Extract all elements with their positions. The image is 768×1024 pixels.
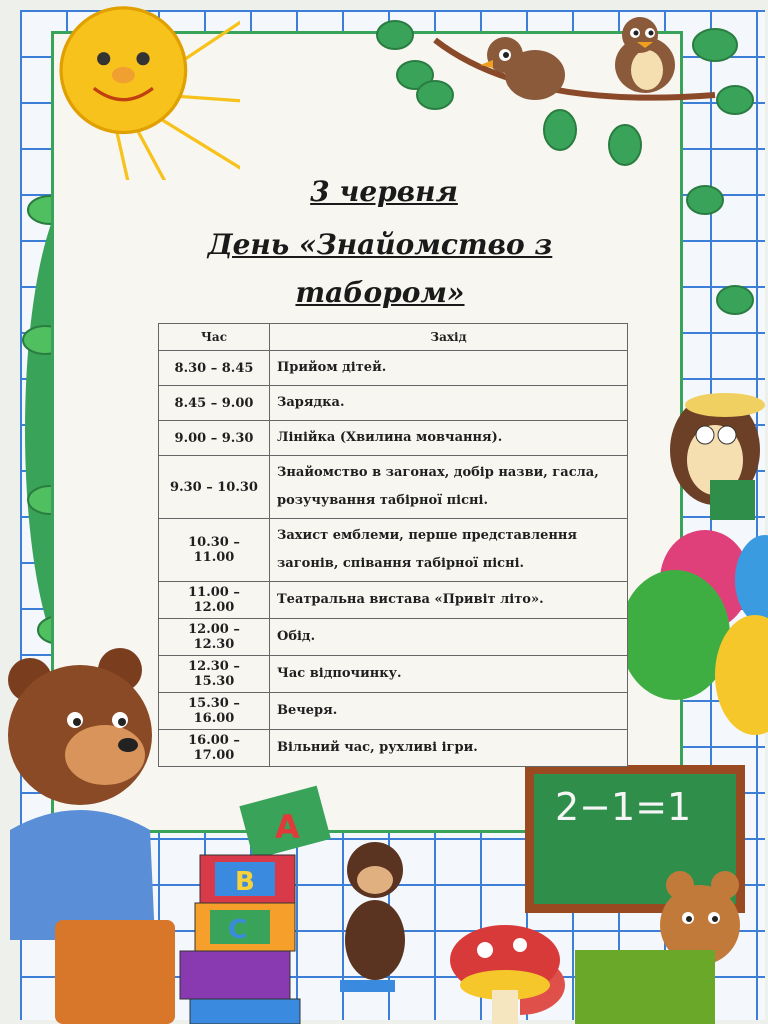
event-cell: Час відпочинку. [270, 656, 628, 693]
table-row [159, 456, 628, 519]
birds-on-branch [375, 0, 768, 320]
event-cell: Лінійка (Хвилина мовчання). [270, 421, 628, 456]
time-cell: 9.30 – 10.30 [159, 456, 270, 519]
schedule-table [158, 323, 628, 767]
table-row [159, 519, 628, 582]
time-cell: 16.00 – 17.00 [159, 730, 270, 767]
time-cell: 8.45 – 9.00 [159, 386, 270, 421]
owl-and-balloons [615, 380, 768, 760]
event-cell: Прийом дітей. [270, 351, 628, 386]
table-row [159, 619, 628, 656]
column-header-time: Час [159, 324, 270, 351]
event-cell: Обід. [270, 619, 628, 656]
column-header-event: Захід [270, 324, 628, 351]
block-a-label: A [275, 808, 300, 846]
day-title-line1: День «Знайомство з [207, 228, 553, 261]
mushroom-icon [440, 900, 570, 1024]
sun-icon [10, 0, 240, 180]
event-cell: Захист емблеми, перше представлення загонів, співання табірної пісні. [270, 519, 628, 582]
time-cell: 11.00 – 12.00 [159, 582, 270, 619]
time-cell: 12.00 – 12.30 [159, 619, 270, 656]
table-row [159, 656, 628, 693]
table-row [159, 386, 628, 421]
date-heading: 3 червня [310, 175, 458, 208]
time-cell: 9.00 – 9.30 [159, 421, 270, 456]
event-cell: Театральна вистава «Привіт літо». [270, 582, 628, 619]
block-c-label: C [228, 915, 248, 945]
event-cell: Зарядка. [270, 386, 628, 421]
table-row [159, 730, 628, 767]
time-cell: 12.30 – 15.30 [159, 656, 270, 693]
event-cell: Знайомство в загонах, добір назви, гасла, розучування табірної пісні. [270, 456, 628, 519]
block-b-label: B [235, 867, 255, 897]
time-cell: 8.30 – 8.45 [159, 351, 270, 386]
time-cell: 10.30 – 11.00 [159, 519, 270, 582]
time-cell: 15.30 – 16.00 [159, 693, 270, 730]
table-row [159, 693, 628, 730]
bird-icon-2 [615, 17, 675, 93]
alphabet-blocks [170, 780, 450, 1024]
day-title-line2: табором» [295, 276, 465, 309]
table-row [159, 351, 628, 386]
event-cell: Вечеря. [270, 693, 628, 730]
table-row [159, 582, 628, 619]
bird-icon [480, 37, 565, 100]
event-cell: Вільний час, рухливі ігри. [270, 730, 628, 767]
table-row [159, 421, 628, 456]
chalkboard-text: 2−1=1 [555, 785, 692, 829]
